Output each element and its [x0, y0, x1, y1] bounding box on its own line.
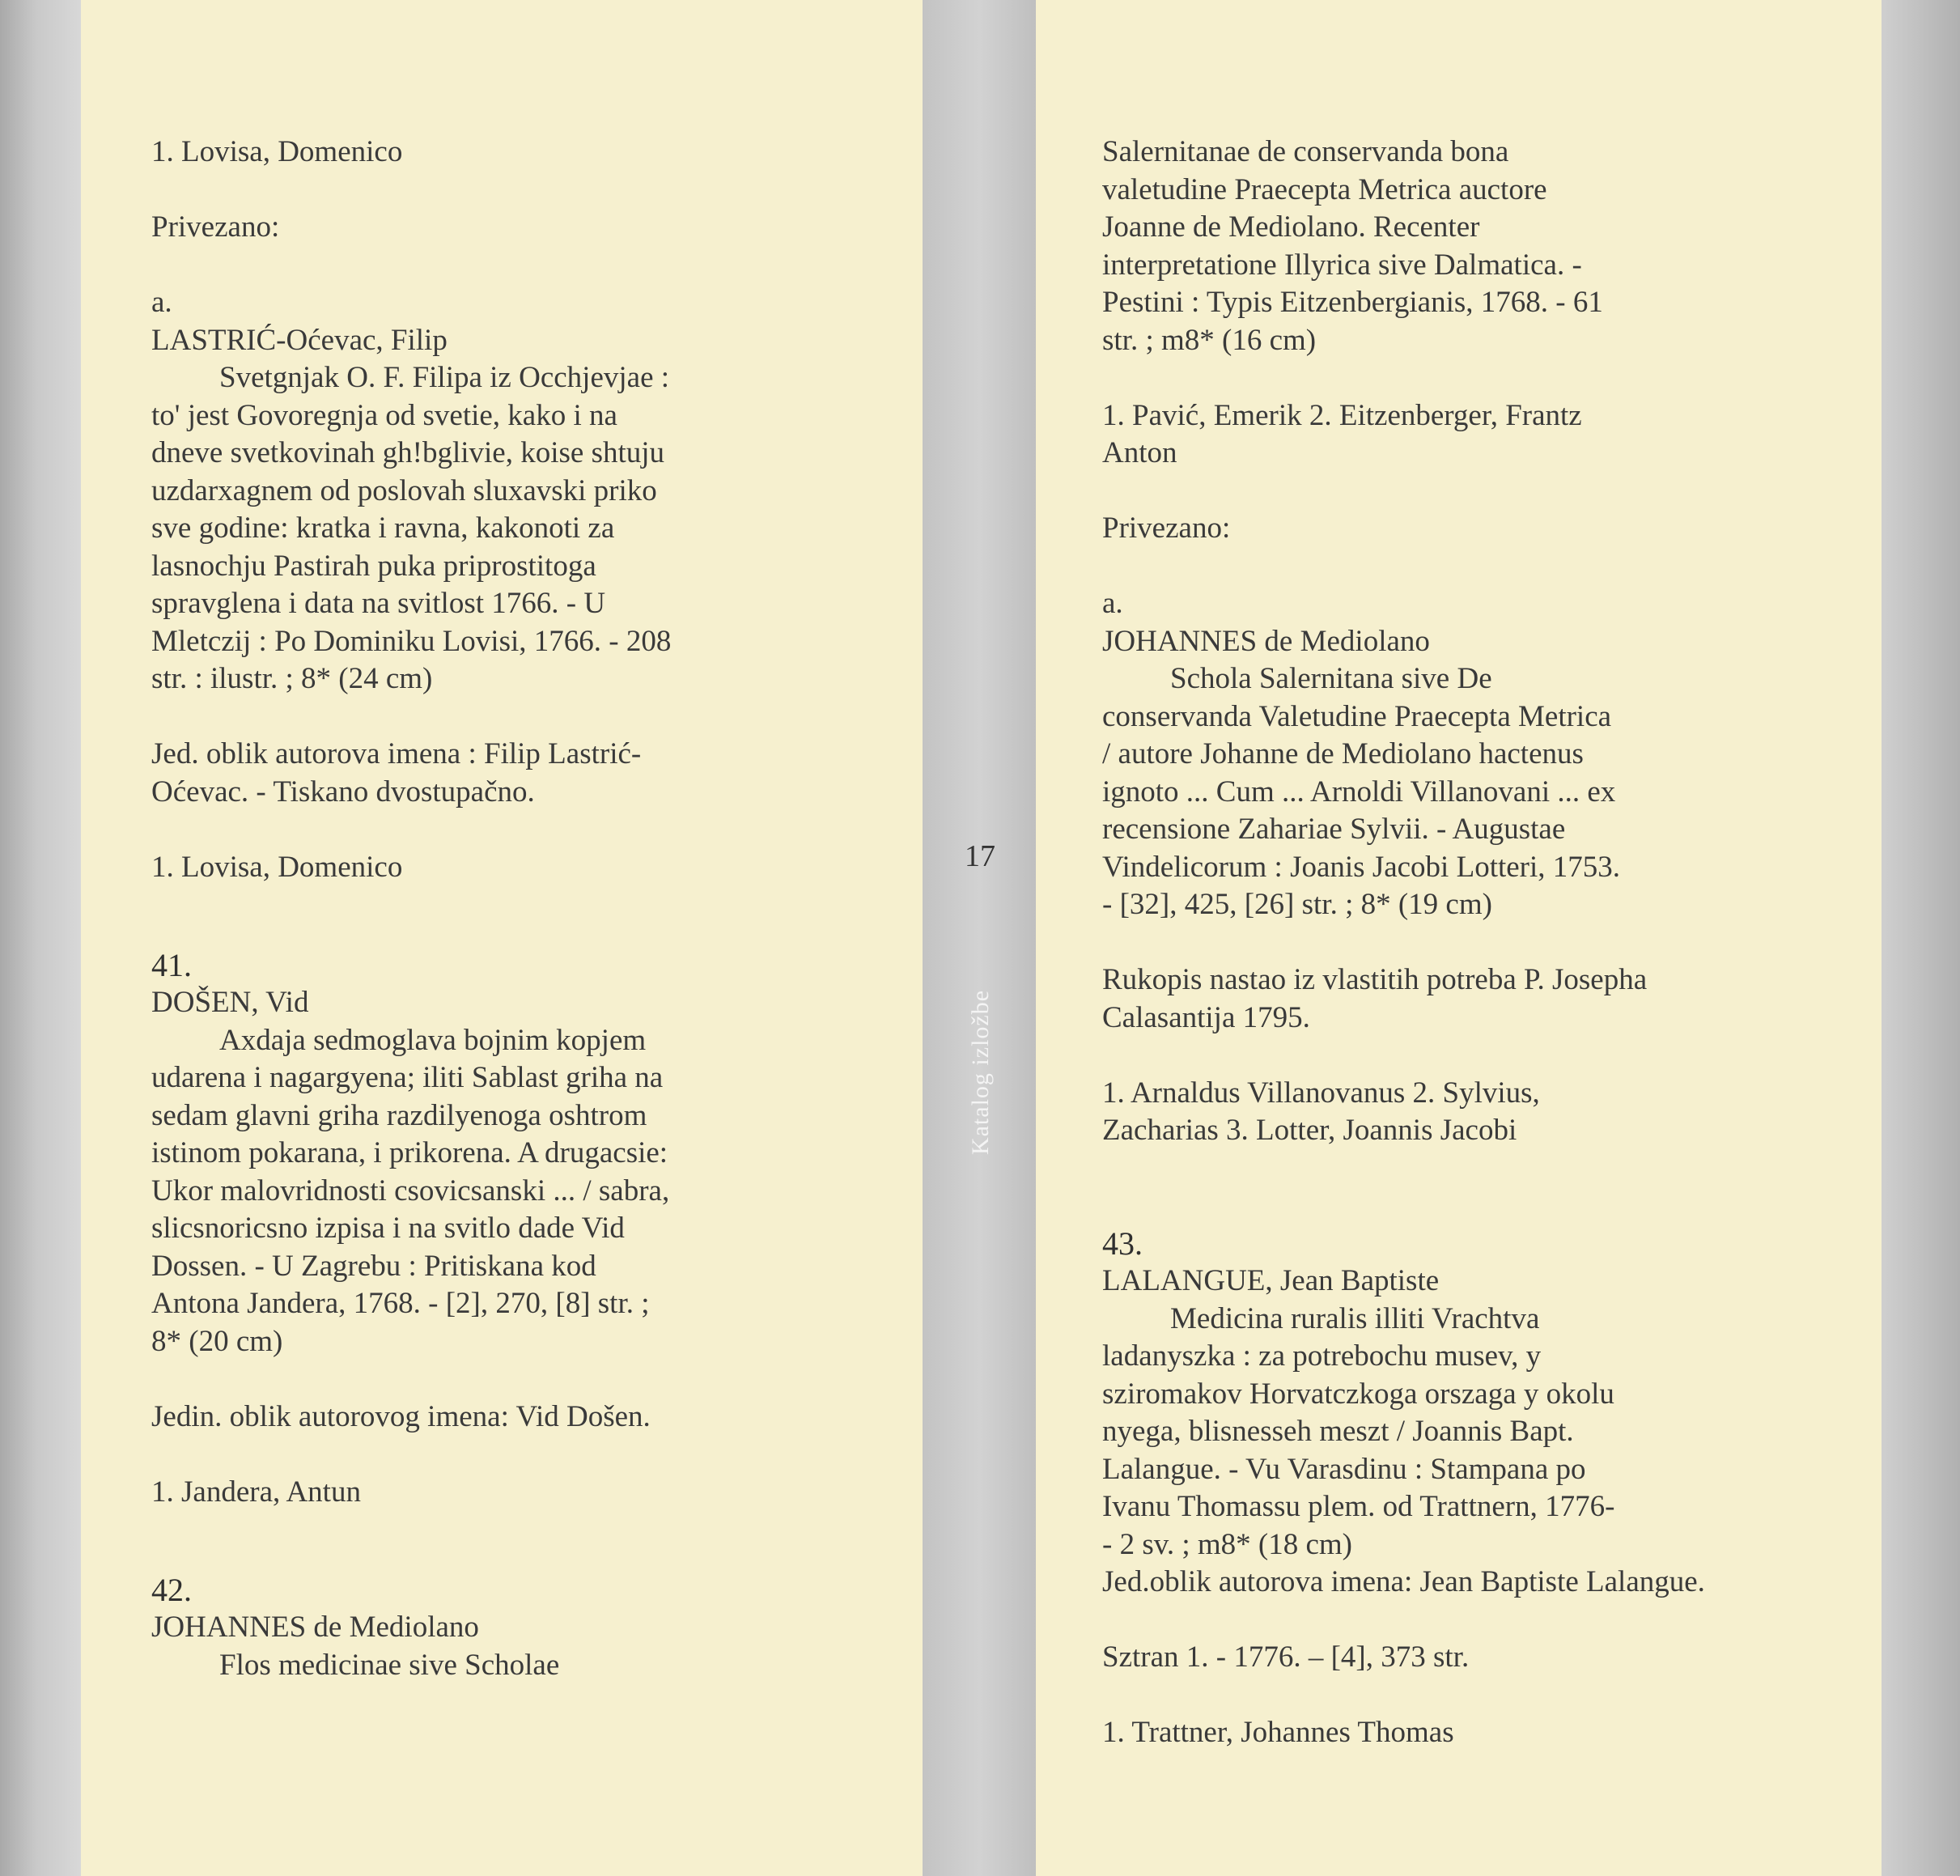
entry-42-title-start: Flos medicinae sive Scholae [219, 1648, 560, 1682]
sub-entry-title: Svetgnjak O. F. Filipa iz Occhjevjae : to' jest Govoregnja od svetie, kako i na dneve svetkovinah gh!bglivie, koise shtuju uzdarxagnem od poslovah sluxavski priko sve godine: kratka i ravna, kakonoti za lasnochju Pastirah puka priprostitoga spravglena i data na svitlost 1766. - U Mletczij : Po Dominiku Lovisi, 1766. - 208 str. : ilustr. ; 8* (24 cm) [151, 361, 672, 695]
entry-41-reference: 1. Jandera, Antun [151, 1475, 361, 1509]
entry-43-reference: 1. Trattner, Johannes Thomas [1102, 1716, 1454, 1749]
entry-43-note: Sztran 1. - 1776. – [4], 373 str. [1102, 1640, 1470, 1674]
privezano-label: Privezano: [151, 210, 280, 244]
entry-43-title: Medicina ruralis illiti Vrachtva ladanyszka : za potrebochu musev, y sziromakov Horvatczkoga orszaga y okolu nyega, blisnesseh meszt / Joannis Bapt. Lalangue. - Vu Varasdinu : Stampana po Ivanu Thomassu plem. od Trattnern, 1776- - 2 sv. ; m8* (18 cm) Jed.oblik autorova imena: Jean Baptiste Lalangue. [1102, 1301, 1705, 1598]
entry-41-title: Axdaja sedmoglava bojnim kopjem udarena i nagargyena; iliti Sablast griha na sedam glavni griha razdilyenoga oshtrom istinom pokarana, i prikorena. A drugacsie: Ukor malovridnosti csovicsanski ... / sabra, slicsnoricsno izpisa i na svitlo dade Vid Dossen. - U Zagrebu : Pritiskana kod Antona Jandera, 1768. - [2], 270, [8] str. ; 8* (20 cm) [151, 1023, 670, 1358]
page-number: 17 [965, 839, 995, 873]
entry-43-author: LALANGUE, Jean Baptiste [1102, 1264, 1440, 1297]
sub-entry-letter: a. [1102, 587, 1123, 620]
sub-entry-title: Schola Salernitana sive De conservanda Valetudine Praecepta Metrica / autore Johanne de Mediolano hactenus ignoto ... Cum ... Arnoldi Villanovani ... ex recensione Zahariae Sylvii. - Augustae Vindelicorum : Joanis Jacobi Lotteri, 1753. - [32], 425, [26] str. ; 8* (19 cm) [1102, 662, 1621, 921]
entry-41-author: DOŠEN, Vid [151, 986, 309, 1019]
sub-entry-letter: a. [151, 286, 172, 319]
sub-entry-note: Rukopis nastao iz vlastitih potreba P. Josepha Calasantija 1795. [1102, 963, 1648, 1034]
page-edge-right [1882, 0, 1960, 1876]
sub-entry-reference: 1. Arnaldus Villanovanus 2. Sylvius, Zacharias 3. Lotter, Joannis Jacobi [1102, 1076, 1540, 1147]
spine-label: Katalog izložbe [967, 989, 994, 1156]
entry-41-note: Jedin. oblik autorovog imena: Vid Došen. [151, 1399, 651, 1433]
entry-42-author: JOHANNES de Mediolano [151, 1611, 479, 1644]
entry-number-42: 42. [151, 1571, 192, 1608]
sub-entry-author: JOHANNES de Mediolano [1102, 624, 1430, 658]
left-column [151, 134, 766, 1684]
entry-number-43: 43. [1102, 1224, 1143, 1262]
sub-entry-author: LASTRIĆ-Oćevac, Filip [151, 323, 448, 357]
sub-entry-note: Jed. oblik autorova imena : Filip Lastrić- Oćevac. - Tiskano dvostupačno. [151, 737, 642, 809]
spine-gutter [923, 0, 1036, 1876]
entry-42-title-continued: Salernitanae de conservanda bona valetudine Praecepta Metrica auctore Joanne de Mediolano. Recenter interpretatione Illyrica sive Dalmatica. - Pestini : Typis Eitzenbergianis, 1768. - 61 str. ; m8* (16 cm) [1102, 135, 1603, 357]
page-edge-left [0, 0, 81, 1876]
sub-entry-reference: 1. Lovisa, Domenico [151, 850, 403, 884]
entry-42-reference: 1. Pavić, Emerik 2. Eitzenberger, Frantz Anton [1102, 398, 1582, 469]
entry-number-41: 41. [151, 946, 192, 983]
right-column [1102, 134, 1782, 1752]
privezano-label: Privezano: [1102, 511, 1231, 545]
top-reference: 1. Lovisa, Domenico [151, 135, 403, 168]
